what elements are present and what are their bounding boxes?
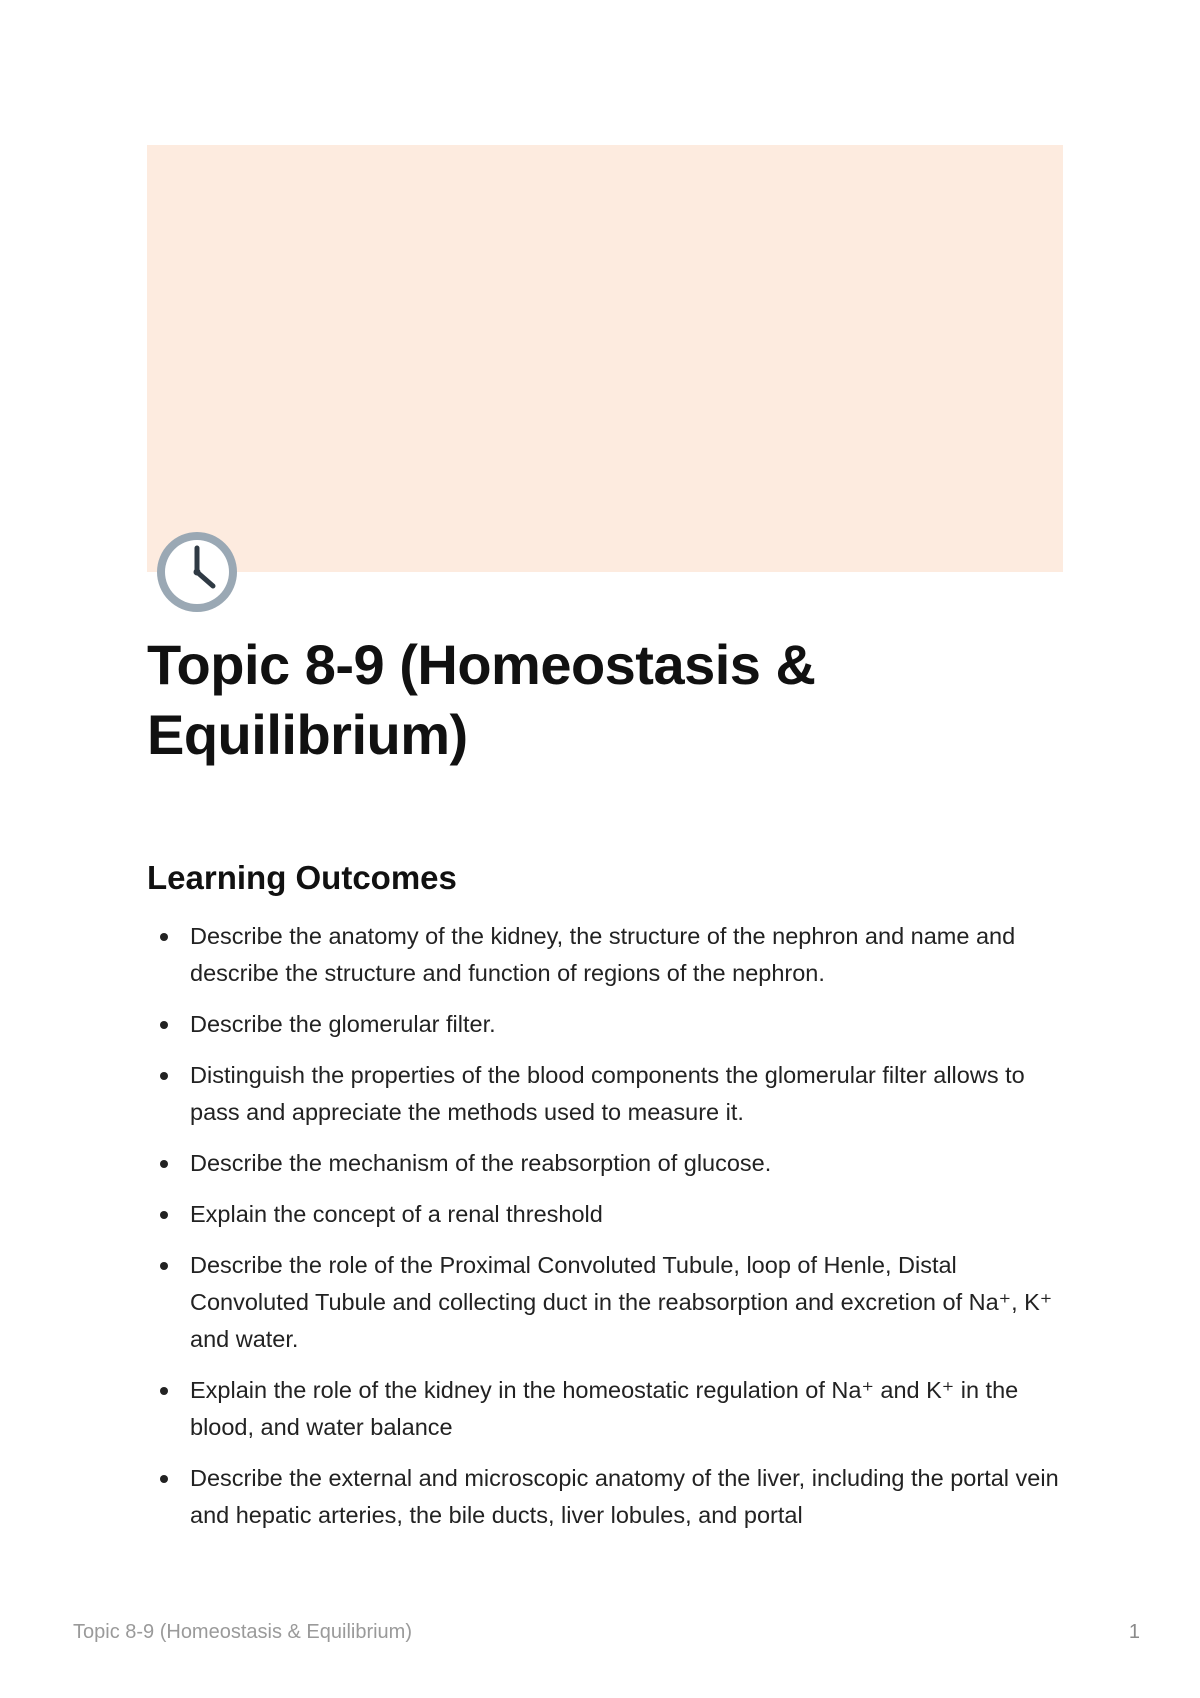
list-item-text: Describe the mechanism of the reabsorption of glucose. (190, 1150, 772, 1176)
list-item-text: Explain the role of the kidney in the homeostatic regulation of Na⁺ and K⁺ in the blood, and water balance (190, 1377, 1019, 1440)
bullet-icon (160, 1475, 168, 1483)
list-item-text: Describe the external and microscopic anatomy of the liver, including the portal vein and hepatic arteries, the bile ducts, liver lobules, and portal (190, 1465, 1059, 1528)
list-item-text: Describe the glomerular filter. (190, 1011, 496, 1037)
page-title: Topic 8-9 (Homeostasis & Equilibrium) (147, 633, 816, 766)
learning-outcomes-list (147, 918, 1067, 1548)
list-item-text: Explain the concept of a renal threshold (190, 1201, 603, 1227)
list-item (147, 1372, 1067, 1446)
bullet-icon (160, 1387, 168, 1395)
list-item (147, 918, 1067, 992)
list-item (147, 1247, 1067, 1358)
clock-icon (153, 528, 241, 616)
page-cover (147, 145, 1063, 572)
list-item (147, 1057, 1067, 1131)
bullet-icon (160, 1160, 168, 1168)
bullet-icon (160, 1211, 168, 1219)
list-item (147, 1145, 1067, 1182)
list-item-text: Describe the role of the Proximal Convoluted Tubule, loop of Henle, Distal Convoluted Tubule and collecting duct in the reabsorption and excretion of Na⁺, K⁺ and water. (190, 1252, 1053, 1352)
footer-doc-title: Topic 8-9 (Homeostasis & Equilibrium) (73, 1621, 413, 1643)
footer-page-number: 1 (1128, 1621, 1140, 1643)
list-item-text: Distinguish the properties of the blood components the glomerular filter allows to pass and appreciate the methods used to measure it. (190, 1062, 1025, 1125)
section-heading: Learning Outcomes (147, 859, 457, 896)
list-item (147, 1006, 1067, 1043)
list-item (147, 1460, 1067, 1534)
bullet-icon (160, 1021, 168, 1029)
list-item-text: Describe the anatomy of the kidney, the structure of the nephron and name and describe the structure and function of regions of the nephron. (190, 923, 1016, 986)
bullet-icon (160, 933, 168, 941)
list-item (147, 1196, 1067, 1233)
bullet-icon (160, 1262, 168, 1270)
bullet-icon (160, 1072, 168, 1080)
